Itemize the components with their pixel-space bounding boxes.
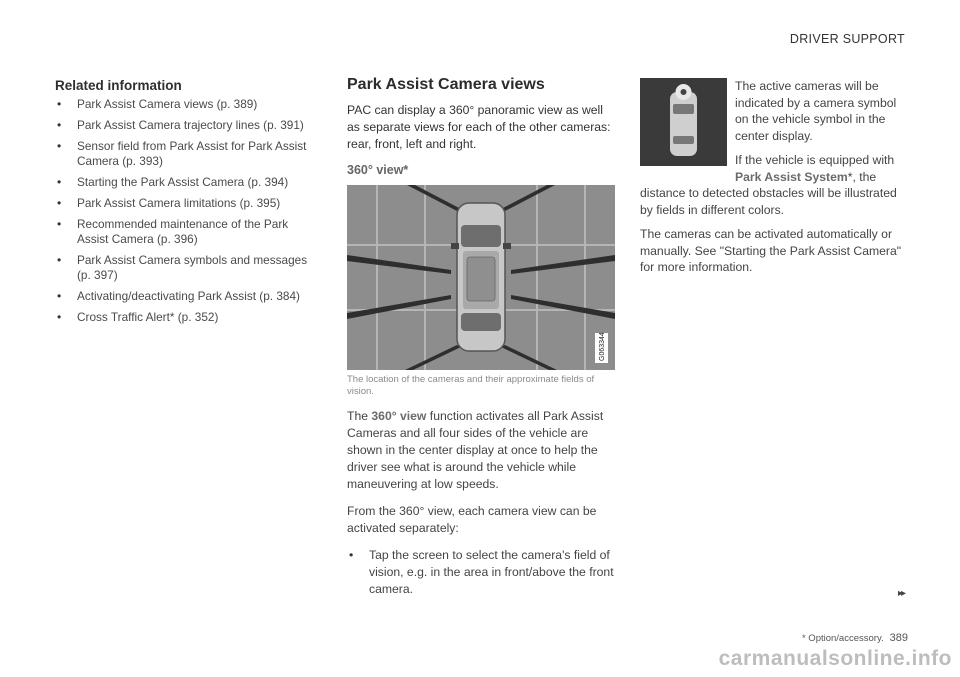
vehicle-symbol-image <box>640 78 727 166</box>
related-link[interactable]: • Sensor field from Park Assist for Park Assist Camera (p. 393) <box>55 139 320 169</box>
related-link[interactable]: • Cross Traffic Alert* (p. 352) <box>55 310 320 325</box>
vehicle-camera-symbol <box>640 78 727 166</box>
related-list <box>55 97 320 325</box>
page-number: 389 <box>889 632 908 644</box>
related-link[interactable]: • Recommended maintenance of the Park Assist Camera (p. 396) <box>55 217 320 247</box>
option-note: * Option/accessory. <box>801 633 884 644</box>
page-footer <box>802 632 908 644</box>
keyword-park-assist-system: Park Assist System <box>735 169 848 184</box>
intro-text: PAC can display a 360° panoramic view as well as separate views for each of the other cameras: rear, front, left and right. <box>347 103 611 151</box>
related-link[interactable]: • Park Assist Camera symbols and messages (p. 397) <box>55 253 320 283</box>
main-column <box>347 76 615 598</box>
camera-fields-illustration <box>347 185 615 370</box>
section-header: DRIVER SUPPORT <box>789 32 905 46</box>
related-link[interactable]: • Park Assist Camera views (p. 389) <box>55 97 320 112</box>
figure-code: G063344 <box>599 332 606 361</box>
related-link[interactable]: • Park Assist Camera limitations (p. 395) <box>55 196 320 211</box>
paragraph-360-view <box>347 408 615 493</box>
paragraph-separate-views: From the 360° view, each camera view can be activated separately: <box>347 504 597 535</box>
next-page-arrow-icon: ▸▸ <box>897 588 904 599</box>
activation-text: The cameras can be activated automatically or manually. See "Starting the Park Assist Camera" for more information. <box>640 227 902 274</box>
figure-caption: The location of the cameras and their approximate fields of vision. <box>347 374 595 397</box>
steps-list <box>347 547 615 598</box>
related-link[interactable]: • Starting the Park Assist Camera (p. 394) <box>55 175 320 190</box>
p1-text: function activates all Park Assist Cameras and all four sides of the vehicle are shown in the center display at once to help the driver see what is around the vehicle while maneuvering at low speeds. <box>347 409 604 491</box>
p1-prefix: The <box>347 409 372 423</box>
option-asterisk: * <box>847 169 853 184</box>
section-title: Park Assist Camera views <box>347 76 545 93</box>
related-link[interactable]: • Park Assist Camera trajectory lines (p. 391) <box>55 118 320 133</box>
step-item: • Tap the screen to select the camera's field of vision, e.g. in the area in front/above the front camera. <box>347 547 615 598</box>
watermark: carmanualsonline.info <box>718 647 952 670</box>
related-information <box>55 78 320 331</box>
camera-symbol-text: The active cameras will be indicated by a camera symbol on the vehicle symbol in the center display. <box>735 79 897 143</box>
keyword-360-view: 360° view <box>371 409 427 423</box>
related-link[interactable]: • Activating/deactivating Park Assist (p. 384) <box>55 289 320 304</box>
right-column <box>640 78 908 284</box>
p2-text: , the distance to detected obstacles will be illustrated by fields in different colors. <box>640 169 897 217</box>
related-title: Related information <box>55 78 182 93</box>
p2-prefix: If the vehicle is equipped with <box>735 153 895 167</box>
subheading-360-view: 360° view* <box>347 163 409 177</box>
car-top-view-diagram <box>347 185 615 370</box>
